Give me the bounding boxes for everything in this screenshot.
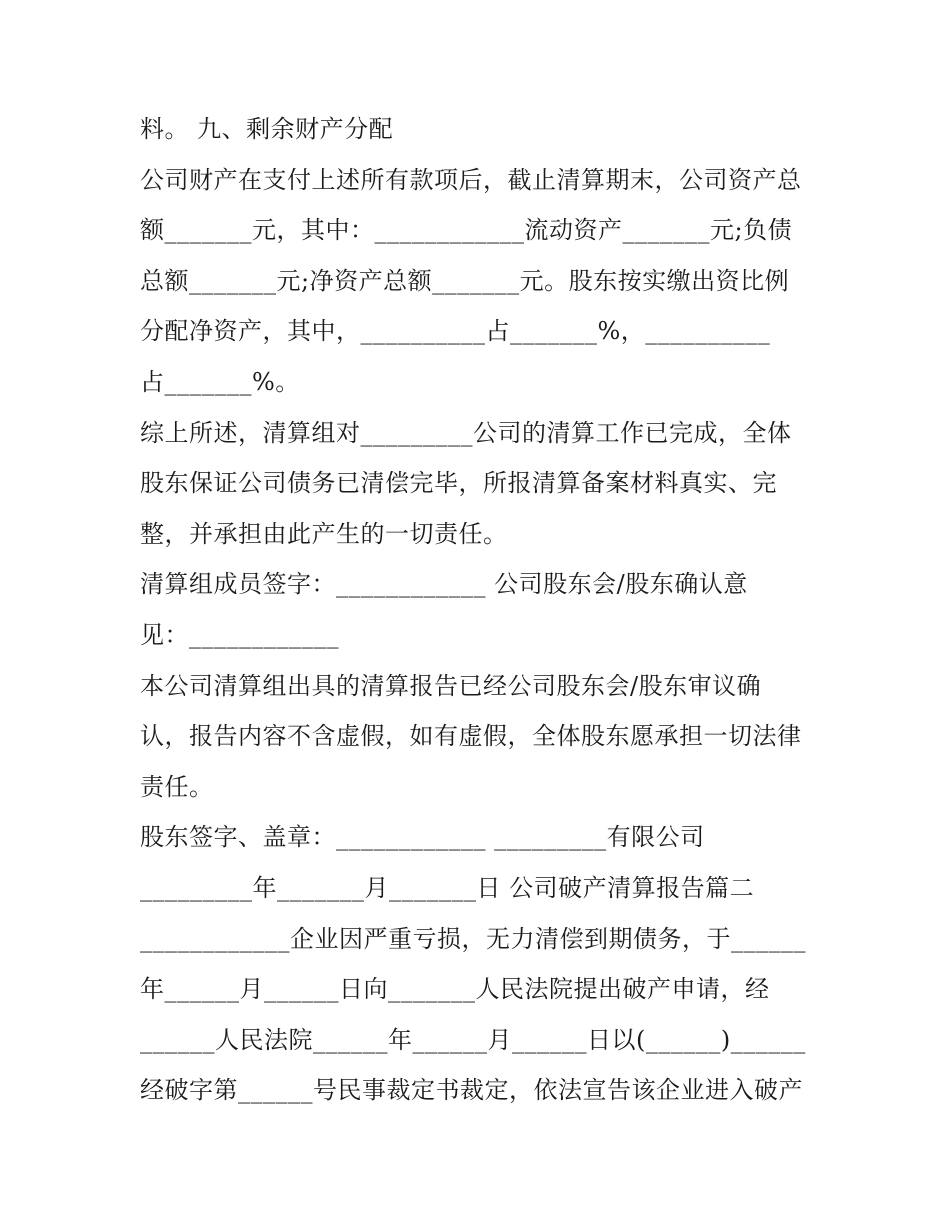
text-line: 股东保证公司债务已清偿完毕，所报清算备案材料真实、完 xyxy=(140,469,777,498)
text-line: 分配净资产，其中，__________占_______%，__________ xyxy=(140,317,771,346)
text-line: 公司财产在支付上述所有款项后，截止清算期末，公司资产总 xyxy=(140,165,802,194)
text-line: 料。 九、剩余财产分配 xyxy=(140,115,394,143)
text-line: 清算组成员签字：____________ 公司股东会/股东确认意 xyxy=(140,570,748,599)
text-line: _________年_______月_______日 公司破产清算报告篇二 xyxy=(140,873,755,902)
text-line: 占_______%。 xyxy=(140,367,300,396)
text-line: 股东签字、盖章：____________ _________有限公司 xyxy=(140,823,705,852)
text-line: ______人民法院______年______月______日以(______)______ xyxy=(140,1025,806,1054)
text-line: 认，报告内容不含虚假，如有虚假，全体股东愿承担一切法律 xyxy=(140,722,802,751)
text-line: 责任。 xyxy=(140,772,214,801)
document-body xyxy=(140,104,820,1116)
text-line: 本公司清算组出具的清算报告已经公司股东会/股东审议确 xyxy=(140,671,762,700)
text-line: 经破字第______号民事裁定书裁定，依法宣告该企业进入破产 xyxy=(140,1076,803,1105)
text-line: 总额_______元;净资产总额_______元。股东按实缴出资比例 xyxy=(140,266,790,295)
text-line: 年______月______日向_______人民法院提出破产申请，经 xyxy=(140,975,770,1004)
text-line: 综上所述，清算组对_________公司的清算工作已完成，全体 xyxy=(140,418,792,447)
text-line: 整，并承担由此产生的一切责任。 xyxy=(140,519,508,548)
text-line: 额_______元，其中：____________流动资产_______元;负债 xyxy=(140,216,793,245)
text-line: ____________企业因严重亏损，无力清偿到期债务，于______ xyxy=(140,924,806,953)
text-line: 见：____________ xyxy=(140,620,339,649)
